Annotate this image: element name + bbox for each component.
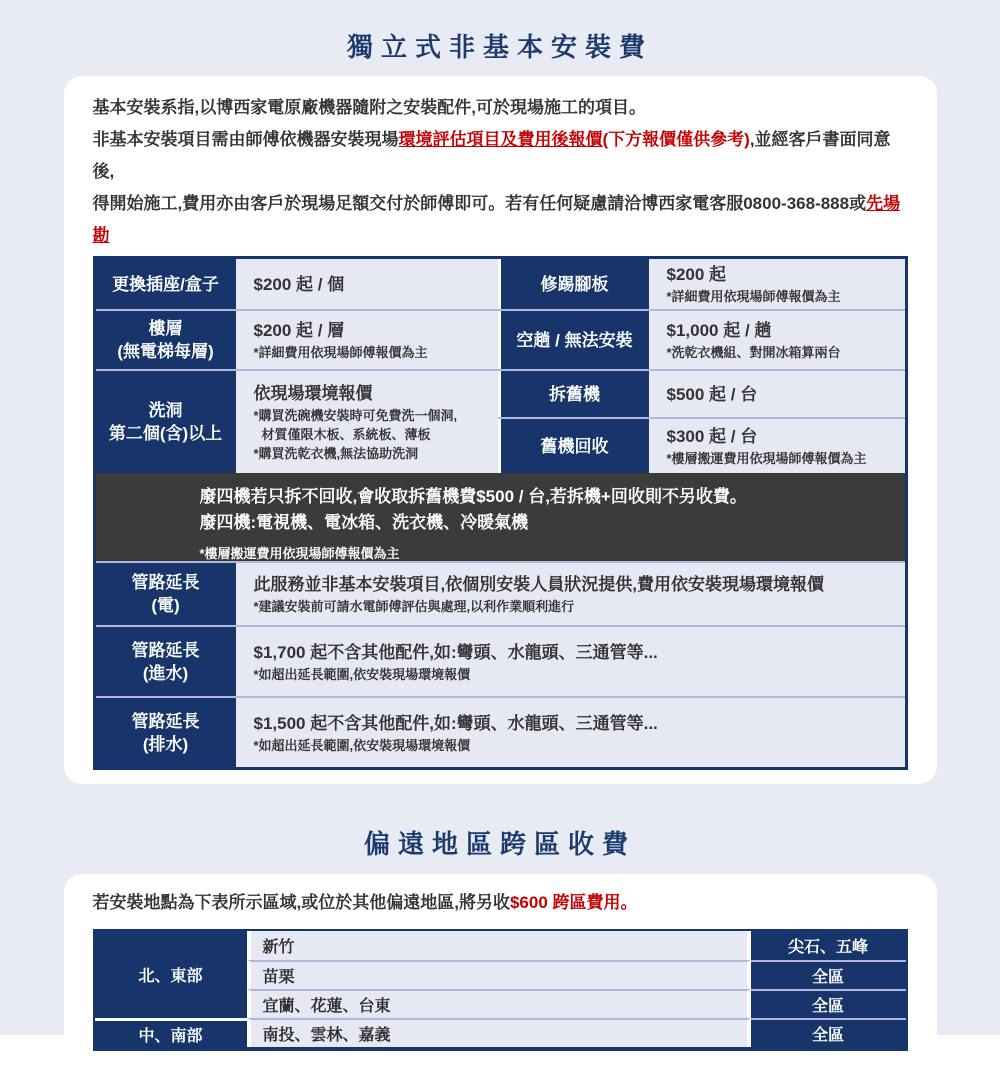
price-text: $200 起 [666, 265, 727, 284]
table-row-floor-trip [96, 309, 905, 369]
table-row-hole-removal [96, 369, 905, 473]
price-floor-no-elevator [236, 311, 498, 369]
price-note: *購買洗碗機安裝時可免費洗一個洞, [253, 408, 458, 423]
label-pipe-extension-electric [96, 563, 236, 625]
price-note: *樓層搬運費用依現場師傅報價為主 [666, 451, 867, 466]
table-row-pipe-electric [96, 561, 905, 625]
price-note: *詳細費用依現場師傅報價為主 [253, 345, 428, 360]
remote-intro-text: 若安裝地點為下表所示區域,或位於其他偏遠地區,將另收 [92, 893, 510, 912]
label-pipe-extension-inlet [96, 627, 236, 696]
label-text: 空趟 / 無法安裝 [516, 330, 633, 350]
price-text: $300 起 / 台 [666, 427, 758, 446]
label-old-machine-recycle [498, 419, 649, 473]
label-text: 洗洞 [148, 401, 183, 420]
label-dismantle-old-machine [498, 371, 649, 417]
subrow-recycle [498, 417, 905, 473]
label-text: 管路延長 [131, 573, 200, 592]
intro-line2-tail: ,並經客戶書面同意後, [92, 130, 891, 181]
section2-title: 偏遠地區跨區收費 [363, 829, 636, 859]
price-text: $200 起 / 層 [253, 321, 345, 340]
price-text: $1,700 起不含其他配件,如:彎頭、水龍頭、三通管等... [253, 642, 658, 662]
label-text-line2: (電) [151, 596, 180, 615]
label-text-line2: (進水) [142, 663, 189, 683]
install-fee-table [93, 256, 908, 770]
intro-line3-text: 得開始施工,費用亦由客戶於現場足額交付於師傅即可。若有任何疑慮請洽博西家電客服0800-368-888或 [92, 194, 867, 213]
four-appliance-notice-banner [96, 473, 905, 561]
label-text-line2: 第二個(含)以上 [108, 424, 223, 443]
price-text: $200 起 / 個 [253, 274, 345, 294]
price-note: *如超出延長範圍,依安裝現場環境報價 [253, 737, 471, 753]
label-text: 樓層 [148, 319, 183, 338]
price-old-machine-recycle [649, 419, 905, 473]
area-cell: 宜蘭、花蓮、台東 [247, 989, 751, 1018]
price-note: *購買洗乾衣機,無法協助洗洞 [253, 446, 419, 461]
remote-area-card [64, 874, 937, 1072]
remote-area-intro [93, 887, 908, 919]
label-text: 拆舊機 [549, 384, 600, 404]
label-text: 更換插座/盒子 [112, 274, 219, 294]
price-outlet-replacement [236, 259, 498, 309]
price-text: $500 起 / 台 [666, 384, 758, 404]
label-text-line2: (排水) [142, 734, 189, 754]
price-pipe-extension-inlet [236, 627, 905, 696]
banner-line2: 廢四機:電視機、電冰箱、洗衣機、冷暖氣機 [199, 513, 529, 532]
table-row-outlet-kickboard [96, 259, 905, 309]
install-fee-card [64, 76, 937, 784]
intro-line1-text: 基本安裝系指,以博西家電原廠機器隨附之安裝配件,可於現場施工的項目。 [92, 98, 646, 117]
label-text: 舊機回收 [540, 436, 609, 456]
label-text: 修踢腳板 [540, 274, 609, 294]
section1-title: 獨立式非基本安裝費 [346, 32, 653, 62]
price-note: *如超出延長範圍,依安裝現場環境報價 [253, 666, 471, 682]
banner-note: *樓層搬運費用依現場師傅報價為主 [199, 546, 400, 561]
site-survey-link[interactable]: 先場勘 [92, 194, 901, 245]
label-kickboard-repair [498, 259, 649, 309]
install-fee-intro [93, 92, 908, 252]
scope-cell: 尖石、五峰 [751, 931, 906, 960]
price-pipe-extension-drain [236, 698, 905, 767]
remote-area-table [93, 929, 908, 1051]
scope-cell: 全區 [751, 960, 906, 989]
price-kickboard-repair [649, 259, 905, 309]
area-cell: 南投、雲林、嘉義 [247, 1018, 751, 1047]
price-note: *建議安裝前可請水電師傅評估與處理,以利作業順利進行 [253, 599, 575, 614]
cross-region-fee-text: $600 跨區費用。 [509, 893, 638, 912]
subrows-old-machine [498, 371, 905, 473]
label-pipe-extension-drain [96, 698, 236, 767]
price-hole-drilling [236, 371, 498, 473]
label-hole-drilling [96, 371, 236, 473]
scope-cell: 全區 [751, 1018, 906, 1047]
banner-line1: 廢四機若只拆不回收,會收取拆舊機費$500 / 台,若拆機+回收則不另收費。 [199, 487, 747, 506]
table-row-pipe-drain [96, 696, 905, 767]
region-group-central-south: 中、南部 [95, 1018, 247, 1047]
evaluation-quote-link[interactable]: 環境評估項目及費用後報價 [398, 130, 603, 149]
price-text: 此服務並非基本安裝項目,依個別安裝人員狀況提供,費用依安裝現場環境報價 [253, 575, 824, 594]
area-cell: 苗栗 [247, 960, 751, 989]
price-text: $1,500 起不含其他配件,如:彎頭、水龍頭、三通管等... [253, 713, 658, 733]
price-pipe-extension-electric [236, 563, 905, 625]
intro-line2 [93, 124, 908, 188]
price-note: *洗乾衣機組、對開冰箱算兩台 [666, 345, 841, 360]
label-outlet-replacement [96, 259, 236, 309]
intro-line1 [93, 92, 908, 124]
price-dismantle-old-machine [649, 371, 905, 417]
intro-line2-text: 非基本安裝項目需由師傅依機器安裝現場 [92, 130, 399, 149]
price-note: 材質僅限木板、系統板、薄板 [261, 427, 431, 442]
label-text-line2: (無電梯每層) [117, 342, 214, 361]
area-cell: 新竹 [247, 931, 751, 960]
price-note: *詳細費用依現場師傅報價為主 [666, 289, 841, 304]
price-empty-trip [649, 311, 905, 369]
scope-cell: 全區 [751, 989, 906, 1018]
intro-line2-red-note: (下方報價僅供參考) [602, 130, 750, 149]
price-text: 依現場環境報價 [253, 384, 373, 403]
subrow-dismantle [498, 371, 905, 417]
region-group-north-east: 北、東部 [95, 931, 247, 1018]
label-text: 管路延長 [131, 640, 200, 660]
price-text: $1,000 起 / 趟 [666, 321, 772, 340]
label-floor-no-elevator [96, 311, 236, 369]
intro-line3 [93, 188, 908, 252]
label-text: 管路延長 [131, 711, 200, 731]
table-row-pipe-inlet [96, 625, 905, 696]
label-empty-trip [498, 311, 649, 369]
